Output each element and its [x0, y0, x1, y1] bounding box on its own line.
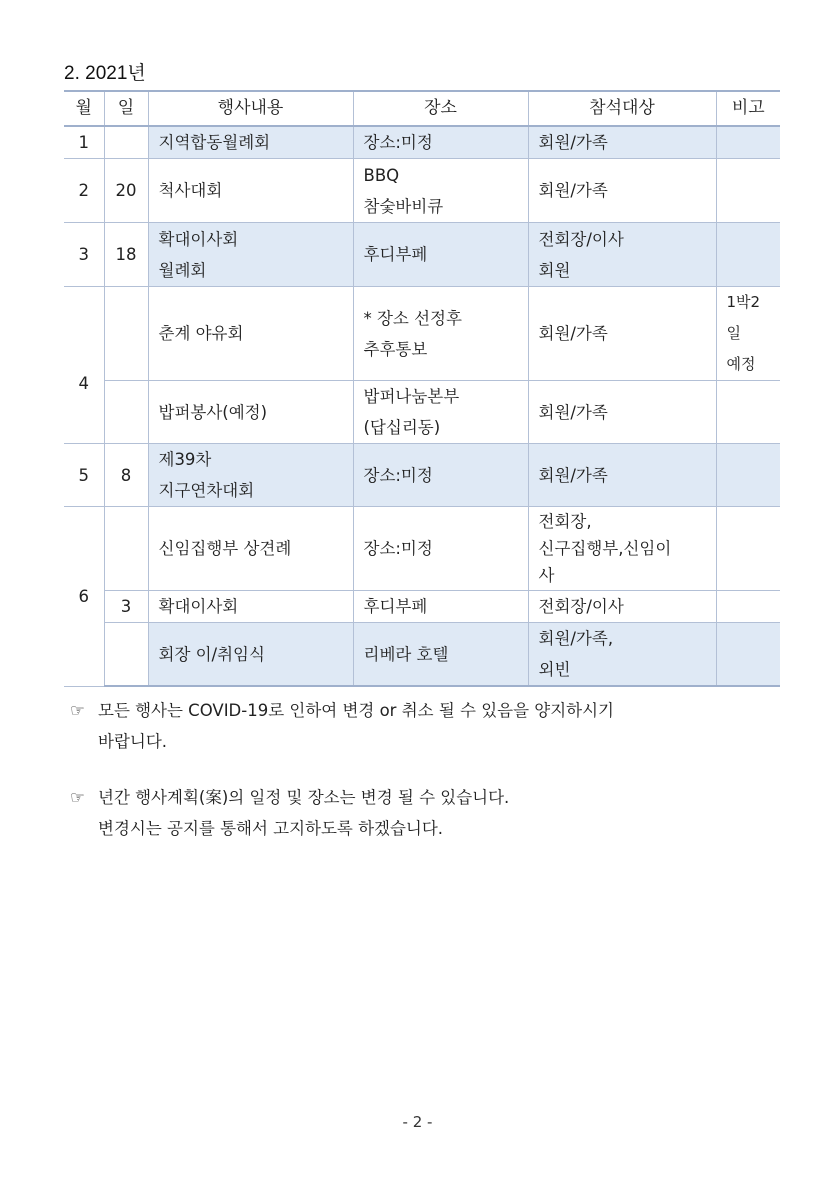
event-schedule-table — [64, 90, 780, 687]
event-text: 밥퍼봉사(예정) — [158, 402, 268, 422]
event-text: 지구연차대회 — [158, 481, 255, 500]
attendees-text: 신구집행부,신임이 — [538, 539, 672, 558]
place-cell — [353, 623, 528, 687]
table-row — [64, 444, 780, 507]
note-cell — [716, 126, 780, 159]
pointing-hand-icon: ☞ — [70, 701, 85, 720]
col-header-place: 장소 — [353, 91, 528, 126]
day-cell — [104, 381, 148, 444]
event-cell — [148, 223, 353, 287]
place-text: * 장소 선정후 — [363, 308, 462, 328]
place-text: 추후통보 — [363, 339, 428, 359]
event-text: 신임집행부 상견례 — [158, 539, 292, 558]
day-cell: 8 — [104, 444, 148, 507]
attendees-text: 외빈 — [538, 660, 571, 679]
place-cell — [353, 507, 528, 591]
note-text: 예정 — [726, 355, 756, 373]
place-text: BBQ — [363, 165, 400, 185]
attendees-text: 회원/가족 — [538, 402, 608, 422]
col-header-note: 비고 — [716, 91, 780, 126]
attendees-cell — [528, 287, 716, 381]
month-cell: 4 — [64, 287, 104, 444]
section-heading: 2. 2021년 — [64, 63, 146, 84]
page-number: - 2 - — [402, 1113, 433, 1131]
month-cell: 1 — [64, 126, 104, 159]
event-cell — [148, 126, 353, 159]
attendees-text: 전회장/이사 — [538, 229, 624, 249]
place-text: (답십리동) — [363, 418, 441, 437]
event-cell — [148, 444, 353, 507]
note-cell — [716, 591, 780, 623]
place-cell — [353, 591, 528, 623]
note-text: 일 — [726, 324, 741, 342]
attendees-text: 전회장/이사 — [538, 597, 624, 616]
attendees-text: 전회장, — [538, 512, 592, 531]
attendees-cell — [528, 381, 716, 444]
attendees-cell — [528, 591, 716, 623]
attendees-cell — [528, 444, 716, 507]
attendees-cell — [528, 126, 716, 159]
place-cell — [353, 126, 528, 159]
event-text: 확대이사회 — [158, 229, 239, 249]
attendees-text: 회원/가족 — [538, 465, 608, 485]
table-row — [64, 287, 780, 381]
day-cell: 3 — [104, 591, 148, 623]
event-text: 춘계 야유회 — [158, 324, 244, 343]
day-cell — [104, 126, 148, 159]
table-row — [64, 381, 780, 444]
place-text: 후디부페 — [363, 245, 428, 264]
attendees-text: 회원/가족, — [538, 629, 614, 648]
month-cell: 5 — [64, 444, 104, 507]
attendees-cell — [528, 159, 716, 223]
event-cell — [148, 623, 353, 687]
table-row — [64, 126, 780, 159]
place-text: 후디부페 — [363, 597, 428, 616]
event-text: 척사대회 — [158, 181, 223, 200]
place-text: 장소:미정 — [363, 465, 433, 485]
month-cell: 2 — [64, 159, 104, 223]
note-item — [70, 695, 614, 757]
event-cell — [148, 381, 353, 444]
event-text: 지역합동월례회 — [158, 133, 271, 152]
table-row — [64, 223, 780, 287]
month-cell: 6 — [64, 507, 104, 687]
day-cell: 20 — [104, 159, 148, 223]
place-text: 리베라 호텔 — [363, 644, 449, 664]
note-item — [70, 782, 614, 844]
table-row — [64, 159, 780, 223]
attendees-cell — [528, 623, 716, 687]
note-cell — [716, 444, 780, 507]
note-cell — [716, 159, 780, 223]
attendees-text: 사 — [538, 566, 555, 585]
note-text: 모든 행사는 COVID-19로 인하여 변경 or 취소 될 수 있음을 양지하시기 — [98, 701, 614, 720]
attendees-text: 회원/가족 — [538, 181, 608, 200]
col-header-month: 월 — [64, 91, 104, 126]
place-cell — [353, 223, 528, 287]
col-header-day: 일 — [104, 91, 148, 126]
notes-section — [70, 695, 614, 869]
note-cell — [716, 381, 780, 444]
note-cell — [716, 623, 780, 687]
table-header-row — [64, 91, 780, 126]
note-text: 변경시는 공지를 통해서 고지하도록 하겠습니다. — [98, 819, 444, 838]
col-header-attendees: 참석대상 — [528, 91, 716, 126]
place-cell — [353, 444, 528, 507]
place-text: 장소:미정 — [363, 539, 433, 558]
note-text: 년간 행사계획(案)의 일정 및 장소는 변경 될 수 있습니다. — [98, 788, 510, 807]
table-row — [64, 623, 780, 687]
day-cell — [104, 287, 148, 381]
table-row — [64, 591, 780, 623]
pointing-hand-icon: ☞ — [70, 788, 85, 807]
event-text: 확대이사회 — [158, 597, 239, 616]
table-row — [64, 507, 780, 591]
place-cell — [353, 287, 528, 381]
place-cell — [353, 159, 528, 223]
event-text: 회장 이/취임식 — [158, 644, 265, 664]
note-cell — [716, 223, 780, 287]
note-cell — [716, 507, 780, 591]
month-cell: 3 — [64, 223, 104, 287]
place-text: 밥퍼나눔본부 — [363, 387, 460, 406]
day-cell — [104, 623, 148, 687]
note-text: 1박2 — [726, 293, 761, 311]
attendees-cell — [528, 507, 716, 591]
note-text: 바랍니다. — [98, 732, 168, 751]
place-text: 참숯바비큐 — [363, 196, 444, 216]
attendees-cell — [528, 223, 716, 287]
place-text: 장소:미정 — [363, 133, 433, 152]
event-cell — [148, 159, 353, 223]
event-cell — [148, 507, 353, 591]
event-text: 월례회 — [158, 260, 207, 280]
attendees-text: 회원/가족 — [538, 324, 608, 343]
event-cell — [148, 591, 353, 623]
event-cell — [148, 287, 353, 381]
day-cell — [104, 507, 148, 591]
attendees-text: 회원/가족 — [538, 133, 608, 152]
note-cell — [716, 287, 780, 381]
col-header-event: 행사내용 — [148, 91, 353, 126]
place-cell — [353, 381, 528, 444]
event-text: 제39차 — [158, 450, 212, 469]
attendees-text: 회원 — [538, 260, 571, 280]
day-cell: 18 — [104, 223, 148, 287]
